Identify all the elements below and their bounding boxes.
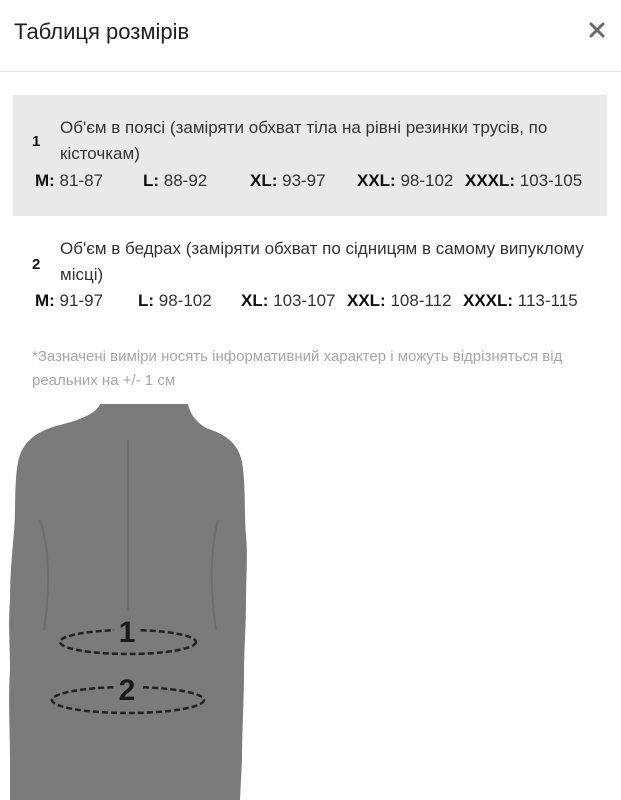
- size-xxxl: [465, 171, 582, 191]
- size-value: 108-112: [385, 291, 452, 310]
- size-row-hips: [13, 216, 607, 326]
- size-value: 91-97: [54, 291, 104, 310]
- size-label: XXXL:: [465, 171, 516, 190]
- size-value: 81-87: [54, 171, 104, 190]
- close-button[interactable]: [585, 18, 609, 42]
- size-label: M:: [35, 171, 55, 190]
- size-label: XXXL:: [463, 291, 514, 310]
- size-value: 103-105: [515, 171, 583, 190]
- measurement-note: *Зазначені виміри носять інформативний характер і можуть відрізняться від реальних на +/- 1 см: [32, 348, 563, 389]
- row-number: 1: [32, 133, 41, 150]
- row-number: 2: [32, 256, 41, 273]
- size-l: [143, 171, 207, 191]
- size-xl: [250, 171, 326, 191]
- measure-label-1: 1: [118, 616, 136, 649]
- size-m: [35, 171, 103, 191]
- size-label: L:: [138, 291, 155, 310]
- size-xxl: [357, 171, 453, 191]
- size-value: 93-97: [277, 171, 326, 190]
- size-value: 88-92: [159, 171, 208, 190]
- size-label: XXL:: [347, 291, 386, 310]
- size-xxl: [347, 291, 452, 311]
- size-label: M:: [35, 291, 55, 310]
- size-xl: [241, 291, 336, 311]
- modal-title: Таблиця розмірів: [14, 19, 190, 44]
- measure-label-2: 2: [118, 674, 136, 707]
- size-label: XL:: [241, 291, 269, 310]
- size-values: [35, 171, 599, 195]
- size-values: [35, 291, 599, 315]
- size-value: 98-102: [154, 291, 212, 310]
- size-value: 103-107: [268, 291, 336, 310]
- modal-header: [0, 0, 621, 72]
- close-icon: [588, 21, 606, 39]
- size-label: XL:: [250, 171, 278, 190]
- size-xxxl: [463, 291, 578, 311]
- row-description: Об'єм в бедрах (заміряти обхват по сідницям в самому випуклому місці): [60, 239, 584, 284]
- size-row-waist: [13, 95, 607, 216]
- body-figure-illustration: [0, 400, 260, 800]
- size-label: XXL:: [357, 171, 396, 190]
- size-value: 98-102: [395, 171, 454, 190]
- size-label: L:: [143, 171, 160, 190]
- size-value: 113-115: [513, 291, 578, 310]
- size-l: [138, 291, 212, 311]
- size-m: [35, 291, 103, 311]
- row-description: Об'єм в поясі (заміряти обхват тіла на рівні резинки трусів, по кісточкам): [60, 118, 548, 163]
